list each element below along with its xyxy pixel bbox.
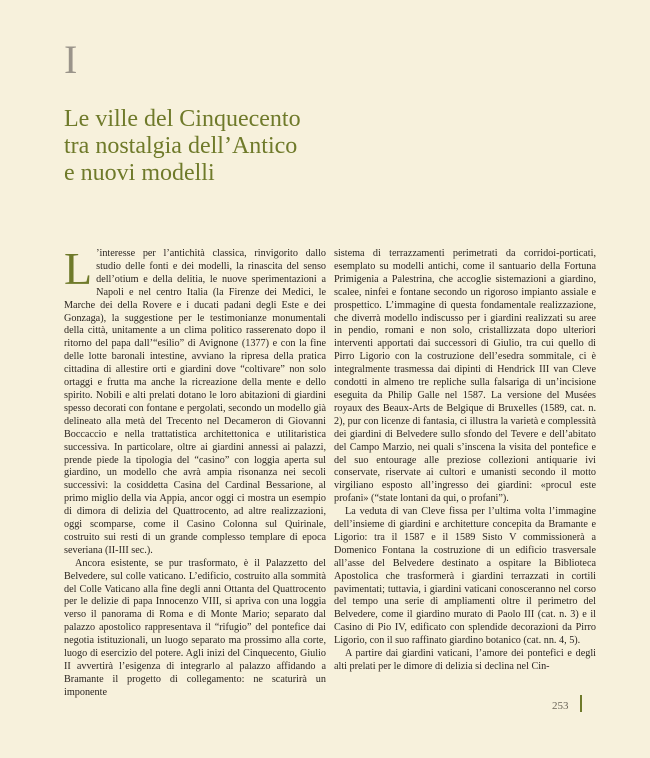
paragraph: Ancora esistente, se pur trasformato, è il Palazzetto del Belvedere, sul colle vaticano. L’edificio, costruito alla sommità del Colle Vaticano alla fine degli anni Ottanta del Quattrocento per le delizie di papa Innocenzo VIII, si apriva con una loggia verso il panorama di Roma e di Monte Mario; separato dal palazzo apostolico rappresentava il “rifugio” del pontefice dai negotia istituzionali, un luogo separato ma prossimo alla corte, luogo di esercizio del potere. Agli inizi del Cinquecento, Giulio II avvertirà l’esigenza di integrarlo al palazzo affidando a Bramante il progetto di collegamento: ne scaturirà un imponente [64, 557, 326, 698]
chapter-number: I [64, 37, 78, 82]
left-column [64, 243, 326, 700]
right-column [334, 248, 596, 674]
paragraph: La veduta di van Cleve fissa per l’ultima volta l’immagine dell’insieme di giardini e architetture concepita da Bramante e Ligorio: tra il 1587 e il 1589 Sisto V commissionerà a Domenico Fontana la costruzione di un edificio trasversale all’asse del Belvedere destinato a ospitare la Biblioteca Apostolica che trasformerà i giardini terrazzati in cortili pavimentati; tuttavia, i giardini vaticani conosceranno nel corso del tempo una serie di ampliamenti oltre il perimetro del Belvedere, come il giardino murato di Paolo III (cat. n. 3) e il Casino di Pio IV, edificato con splendide decorazioni da Pirro Ligorio, con il suo raffinato giardino botanico (cat. nn. 4, 5). [334, 506, 596, 647]
paragraph: A partire dai giardini vaticani, l’amore dei pontefici e degli alti prelati per le dimore di delizia si declina nel Cin- [334, 648, 596, 672]
title-line-2: tra nostalgia dell’Antico [64, 133, 298, 159]
page-number: 253 [552, 700, 569, 712]
title-line-3: e nuovi modelli [64, 160, 215, 186]
paragraph: sistema di terrazzamenti perimetrati da corridoi-porticati, esemplato su modelli antichi, come il santuario della Fortuna Primigenia a Palestrina, che accoglie sistemazioni a giardino, scalee, ninfei e fontane secondo un rigoroso impianto assiale e prospettico. L’immagine di questa fondamentale realizzazione, che diverrà modello indiscusso per i giardini realizzati su aree in pendio, romani e non solo, cristallizzata dopo ulteriori interventi apportati dai successori di Giulio, tra cui quello di Pirro Ligorio con la costruzione dell’esedra sommitale, ci è integralmente trasmessa dai dipinti di Hendrick III van Cleve condotti in almeno tre repliche sulla falsariga di un’incisione eseguita da Philip Galle nel 1587. La versione del Musées royaux des Beaux-Arts de Belgique di Bruxelles (1589, cat. n. 2), pur con licenze di fantasia, ci illustra la varietà e complessità dei giardini di Belvedere sullo sfondo del Tevere e dell’abitato del Campo Marzio, nei quali s’inscena la visita del pontefice e del suo entourage alle preziose collezioni antiquarie ivi conservate, riservate ai cultori e umanisti secondo il motto virgiliano esposto all’ingresso dei giardini: «procul este profani» (“state lontani da qui, o profani”). [334, 248, 596, 505]
paragraph [64, 243, 326, 558]
page-number-rule [580, 695, 582, 712]
drop-cap: L [64, 243, 93, 294]
title-line-1: Le ville del Cinquecento [64, 106, 301, 132]
paragraph-text: ’interesse per l’antichità classica, rinvigorito dallo studio delle fonti e dei modelli, la rinascita del senso dell’otium e della delitia, le nuove sperimentazioni a Napoli e nel centro Italia (la Firenze dei Medici, le Marche dei della Rovere e i ducati padani degli Este e dei Gonzaga), la suggestione per le testimonianze monumentali della città, unitamente a un clima politico rasserenato dopo il ritorno del papa dall’“esilio” di Avignone (1377) e con la fine delle lotte baronali intestine, avviano la ripresa della pratica cittadina di allestire orti e giardini dove “coltivare” non solo ortaggi e frutta ma anche la ricreazione della mente e dello spirito. Nobili e alti prelati dotano le loro abitazioni di giardini spesso decorati con fontane e pergolati, secondo un modello già delineato alla metà del Trecento nel Decameron di Giovanni Boccaccio e nella trattatistica architettonica e utilitaristica successiva. In particolare, oltre ai giardini annessi ai palazzi, prende piede la tipologia del “casino” con loggia aperta sul giardino, un modello che avrà ampia risonanza nei secoli successivi: la cosiddetta Casina del Cardinal Bessarione, al primo miglio della via Appia, ancor oggi ci mostra un esempio di dimora di delizia del Quattrocento, ad altre realizzazioni, oggi scomparse, come il Casino Colonna sul Quirinale, costruito sui resti di un grande complesso templare di epoca severiana (II-III sec.). [64, 248, 326, 556]
chapter-title [64, 106, 384, 187]
